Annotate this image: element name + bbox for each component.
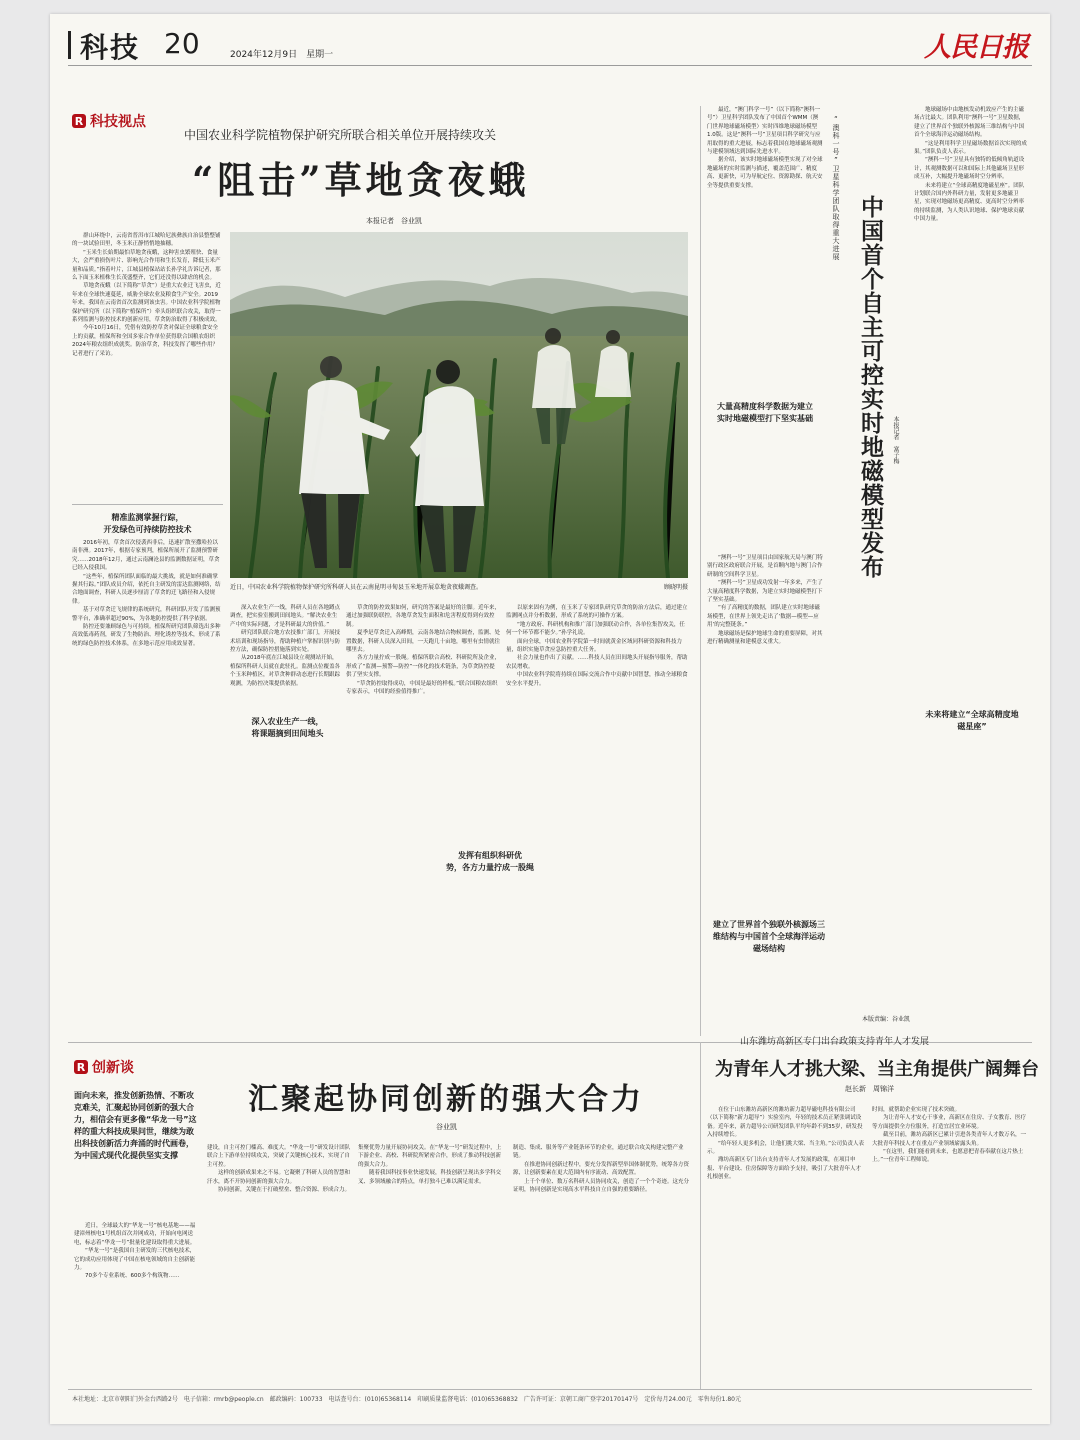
lower-story-headline: 汇聚起协同创新的强大合力 [248, 1082, 644, 1117]
article-column: 以原来固有为例，在玉米了专家团队研究草贪的防治方法后，通过建立监测网点并分析数据，形成了系统的可操作方案。 “地方政府、科研机构和推广部门加强联动合作，各单位集智攻关，任何一个环节都不能少。”孙学礼说。 面向全球，中国农业科学院第一时间就黄金区域同科研资源和科技力量，组织实施草贪应急防控重大任务。 社会力量也作出了贡献。……科技人员在田间地头开展指导服务，帮助农民增收。 中国农业科学院将持续在国际交流合作中贡献中国智慧，推动全球粮食安全水平提升。 [506, 605, 688, 687]
column-separator [700, 106, 701, 1036]
opinion-column: 制造、集成、服务等产业链条环节的企业，通过联合攻关构建完整产业链。 在推进协同创新过程中，要充分发挥新型举国体制优势，统筹各方资源，让创新要素在更大范围内有序流动、高效配置。 上千个单位、数万名科研人员协同攻关，创造了一个个奇迹。这充分证明，协同创新是实现高水平科技自立自强的重要路径。 [513, 1145, 690, 1194]
column-badge-label: 创新谈 [92, 1060, 134, 1076]
publication-date: 2024年12月9日 星期一 [230, 50, 334, 60]
page-editor: 本版责编：谷业凯 [862, 1016, 911, 1023]
sidebar-column: 地球磁场中由地核发动机效应产生的主磁场占比最大。团队利用“澳科一号”卫星数据，建立了世界首个独联外核源场三维结构与中国首个全球海洋运动磁场结构。 “这是利用科学卫星磁场数据首次实现的成果。”团队负责人表示。 “澳科一号”卫星具有独特的低倾角轨道设计，其观测数据可以和国际上其他磁场卫星形成互补，大幅提升地磁场时空分辨率。 未来将建立“全球高精度地磁星座”。团队计划联合国内外科研力量，发射更多地磁卫星，实现对地磁场更高精度、更高时空分辨率的持续监测，为人类认识地球、保护地球贡献中国力量。 [914, 107, 1027, 223]
sidebar-kicker: “澳科一号”卫星科学团队取得重大进展 [832, 115, 840, 261]
sidebar-column: 最近，“澳门科学一号”（以下简称“澳科一号”）卫星科学团队发布了中国首个WMM（澳门世界地球磁场模型）实时四维地球磁场模型1.0版。这是“澳科一号”卫星项目科学研究与应用取得的重大进展，标志着我国在地球磁场观测与建模领域达到国际先进水平。 据介绍，该实时地球磁场模型实现了对全球地磁场的实时监测与描述，覆盖范围广、精度高、更新快，可为导航定位、资源勘探、航天安全等提供重要支撑。 [707, 107, 823, 189]
sidebar-column: “澳科一号”卫星项目由国家航天局与澳门特别行政区政府联合开展，是首颗内地与澳门合作研制的空间科学卫星。 “澳科一号”卫星成功发射一年多来，产生了大量高精度科学数据，为建立实时地磁模型打下了坚实基础。 “有了高精度的数据，团队建立实时地球磁场模型，在世界上领先走出了‘数据—模型—应用’的完整链条。” 地球磁场是保护地球生命的重要屏障，对其进行精确测量和建模意义重大。 [707, 555, 823, 646]
right-story-column: 在位于山东潍坊高新区的潍坊新力超导磁电科技有限公司（以下简称“新力超导”）实验室内，年轻的技术员正紧张调试设备。近年来，新力超导公司研发团队平均年龄不到35岁，研发投入持续增长。 “给年轻人更多机会，让他们挑大梁、当主角。”公司负责人表示。 潍坊高新区专门出台支持青年人才发展的政策，在项目申报、平台建设、住房保障等方面给予支持，吸引了大批青年人才扎根创业。 [707, 1107, 864, 1181]
article-subhead: 深入农业生产一线， 将课题摘到田间地头 [251, 717, 324, 738]
r-badge-icon: R [74, 1060, 88, 1074]
cornfield-photo-illustration [230, 232, 688, 578]
sidebar-byline: 本报记者 富子梅 [892, 416, 899, 464]
lower-story-byline: 谷业凯 [436, 1123, 457, 1131]
column-badge-innovation [74, 1057, 134, 1077]
opinion-column: 集聚优势力量开展协同攻关。在“华龙一号”研发过程中，上下游企业、高校、科研院所紧密合作，形成了推动科技创新的强大合力。 随着我国科技事业快速发展，科技创新呈现出多学科交叉、多领域融合的特点，单打独斗已难以满足需求。 [358, 1145, 502, 1185]
top-story-byline: 本报记者 谷业凯 [366, 217, 422, 225]
sidebar-headline: 中国首个自主可控实时地磁模型发布 [857, 195, 884, 579]
r-badge-icon: R [72, 114, 86, 128]
right-story-byline: 赵长新 周锦洋 [845, 1085, 894, 1093]
column-badge-science [72, 111, 146, 131]
article-photo [230, 232, 688, 578]
footer-rule [68, 1389, 1032, 1390]
sidebar-subhead: 建立了世界首个独联外核源场三维结构与中国首个全球海洋运动磁场结构 [713, 920, 825, 953]
page-number: 20 [164, 27, 200, 60]
article-column: 草贪的防控效果如何，研究的答案是最好的注脚。近年来，通过加强联防联控，各地草贪发生面积和危害程度得到有效控制。 夏季是草贪迁入高峰期，云南各地结合物候调查，监测、处置数据，科研人员深入田间，一天跑几十亩地，哪里有虫情就往哪里去。 各方力量拧成一股绳。植保所联合高校、科研院所及企业，形成了“监测—预警—防控”一体化的技术链条，为草贪防控提供了坚实支撑。 “草贪防控取得成功，中国是最好的样板。”联合国粮农组织专家表示，中国的经验值得推广。 [346, 605, 500, 696]
section-rule [72, 504, 223, 505]
newspaper-page [50, 14, 1050, 1424]
masthead [68, 24, 1032, 66]
column-separator [700, 1042, 701, 1390]
top-story-headline: “阻击”草地贪夜蛾 [192, 158, 530, 202]
opinion-column: 建设，自主可控门槛高、难度大。“华龙一号”研发设计团队联合上下游单位持续攻关，突破了关键核心技术，实现了自主可控。 这样的创新成果来之不易。它凝聚了科研人员的智慧和汗水，离不开协同创新的强大合力。 协同创新，关键在于打破壁垒、整合资源、形成合力。 [207, 1145, 351, 1194]
opinion-column: 近日，全球最大的“华龙一号”核电基地——福建漳州核电1号机组首次并网成功，开始向电网送电，标志着“华龙一号”批量化建设取得重大进展。 “华龙一号”是我国自主研发的三代核电技术，它的成功应用体现了中国在核电领域的自主创新能力。 70多个专业系统、600多个构筑物…… [74, 1223, 196, 1280]
photo-caption [230, 582, 688, 591]
sidebar-subhead: 未来将建立“全球高精度地磁星座” [925, 710, 1019, 731]
opinion-intro: 面向未来，推发创新热情、不断攻克难关，汇聚起协同创新的强大合力，相信会有更多像“华龙一号”这样的重大科技成果问世，继续为敢出科技创新活力奔涌的时代画卷，为中国式现代化提供坚实支撑 [74, 1091, 197, 1160]
article-column: 深入农业生产一线，科研人员在各地蹲点调查，把实验室搬到田间地头。“解决农业生产中的实际问题，才是科研最大的价值。” 研究团队联合地方农技推广部门，开展技术培训和现场指导，帮助种植户掌握识别与防控方法，确保防控措施落到实处。 从2018年底在江城县设立观测站开始，植保所科研人员就在此驻扎。监测点位覆盖各个玉米种植区，对草贪种群动态进行长期跟踪观测，为防控决策提供依据。 [230, 605, 340, 687]
photo-credit: 顾晓明摄 [663, 584, 688, 591]
article-subhead: 发挥有组织科研优 势，各方力量拧成一股绳 [446, 851, 534, 872]
newspaper-footer: 本社地址：北京市朝阳门外金台西路2号 电子信箱：rmrb@people.cn 邮政编码：100733 电话查号台：(010)65368114 印刷质量监督电话：(010)65368832 广告许可证：京朝工商广登字20170147号 定价每月24.00元 零售每份1.80元 [72, 1396, 741, 1403]
right-story-column: 时间，就帮助企业实现了技术突破。 为让青年人才安心干事业，高新区在住房、子女教育、医疗等方面提供全方位服务，打造宜居宜业环境。 截至目前，潍坊高新区已累计引进各类青年人才数万名，一大批青年科技人才在重点产业领域崭露头角。 “在这里，我们能看到未来，也愿意把青春奉献在这片热土上。”一位青年工程师说。 [872, 1107, 1027, 1164]
newspaper-logo: 人民日报 [924, 32, 1028, 63]
right-story-kicker: 山东潍坊高新区专门出台政策支持青年人才发展 [740, 1037, 930, 1047]
article-column: 群山环绕中，云南省普洱市江城哈尼族彝族自治县整整铺的一块试验田里，冬玉米正静悄悄地抽穗。 “玉米生长始期最怕草地贪夜蛾，这种害虫繁殖快、食量大，会严重损伤叶片、影响光合作用和生长发育，降低玉米产量和品质。”指着叶片，江城县植保站站长孙学礼告诉记者，那么下面玉米植株生长茂盛整齐，它们还没得以肆虐的机会。 草地贪夜蛾（以下简称“草贪”）是重大农业迁飞害虫，近年来在全球快速蔓延，威胁全球农业及粮食生产安全。2019年来，我国在云南省首次监测到该虫害。中国农业科学院植物保护研究所（以下简称“植保所”）牵头组织联合攻关，取得一系列监测与防控技术的创新应用，草贪防治取得了积极成效。 今年10月16日，凭借有效防控草贪对保证全球粮食安全上的贡献，植保所和全国多家合作单位获得联合国粮农组织2024年粮农组织成就奖。防治草贪，科技发挥了哪些作用？记者进行了采访。 [72, 233, 221, 357]
masthead-divider [68, 31, 71, 59]
top-story-kicker: 中国农业科学院植物保护研究所联合相关单位开展持续攻关 [184, 128, 497, 142]
sidebar-subhead: 大量高精度科学数据为建立实时地磁模型打下坚实基础 [717, 402, 813, 423]
right-story-headline: 为青年人才挑大梁、当主角提供广阔舞台 [715, 1059, 1039, 1080]
section-title: 科技 [80, 31, 141, 64]
article-subhead: 精准监测掌握行踪， 开发绿色可持续防控技术 [103, 513, 192, 534]
photo-caption-text: 近日，中国农业科学院植物保护研究所科研人员在云南昆明寻甸县玉米地开展草地贪夜蛾调查。 [230, 584, 483, 591]
article-column: 2016年初，草贪首次侵袭西非后，迅速扩散至撒哈拉以南非洲。2017年，根据专家预判，植保所展开了监测预警研究……2018年12月，通过云南澜沧县的监测数据证明，草贪已经入侵我国。 “这些年，植保所团队面临的最大挑战，就是如何准确掌握其行踪。”团队成员介绍，依托自主研发的雷达监测网络，结合地面调查，科研人员逐步厘清了草贪的迁飞路径和入侵规律。 基于对草贪迁飞规律的系统研究，科研团队开发了监测预警平台，准确率超过90%，为各地防控提供了科学依据。 防控还要兼顾绿色与可持续。植保所研究团队筛选出多种高效低毒药剂，研发了生物防治、理化诱控等技术，形成了系统的绿色防控技术体系，在多地示范应用成效显著。 [72, 540, 221, 647]
column-badge-label: 科技视点 [90, 114, 146, 130]
